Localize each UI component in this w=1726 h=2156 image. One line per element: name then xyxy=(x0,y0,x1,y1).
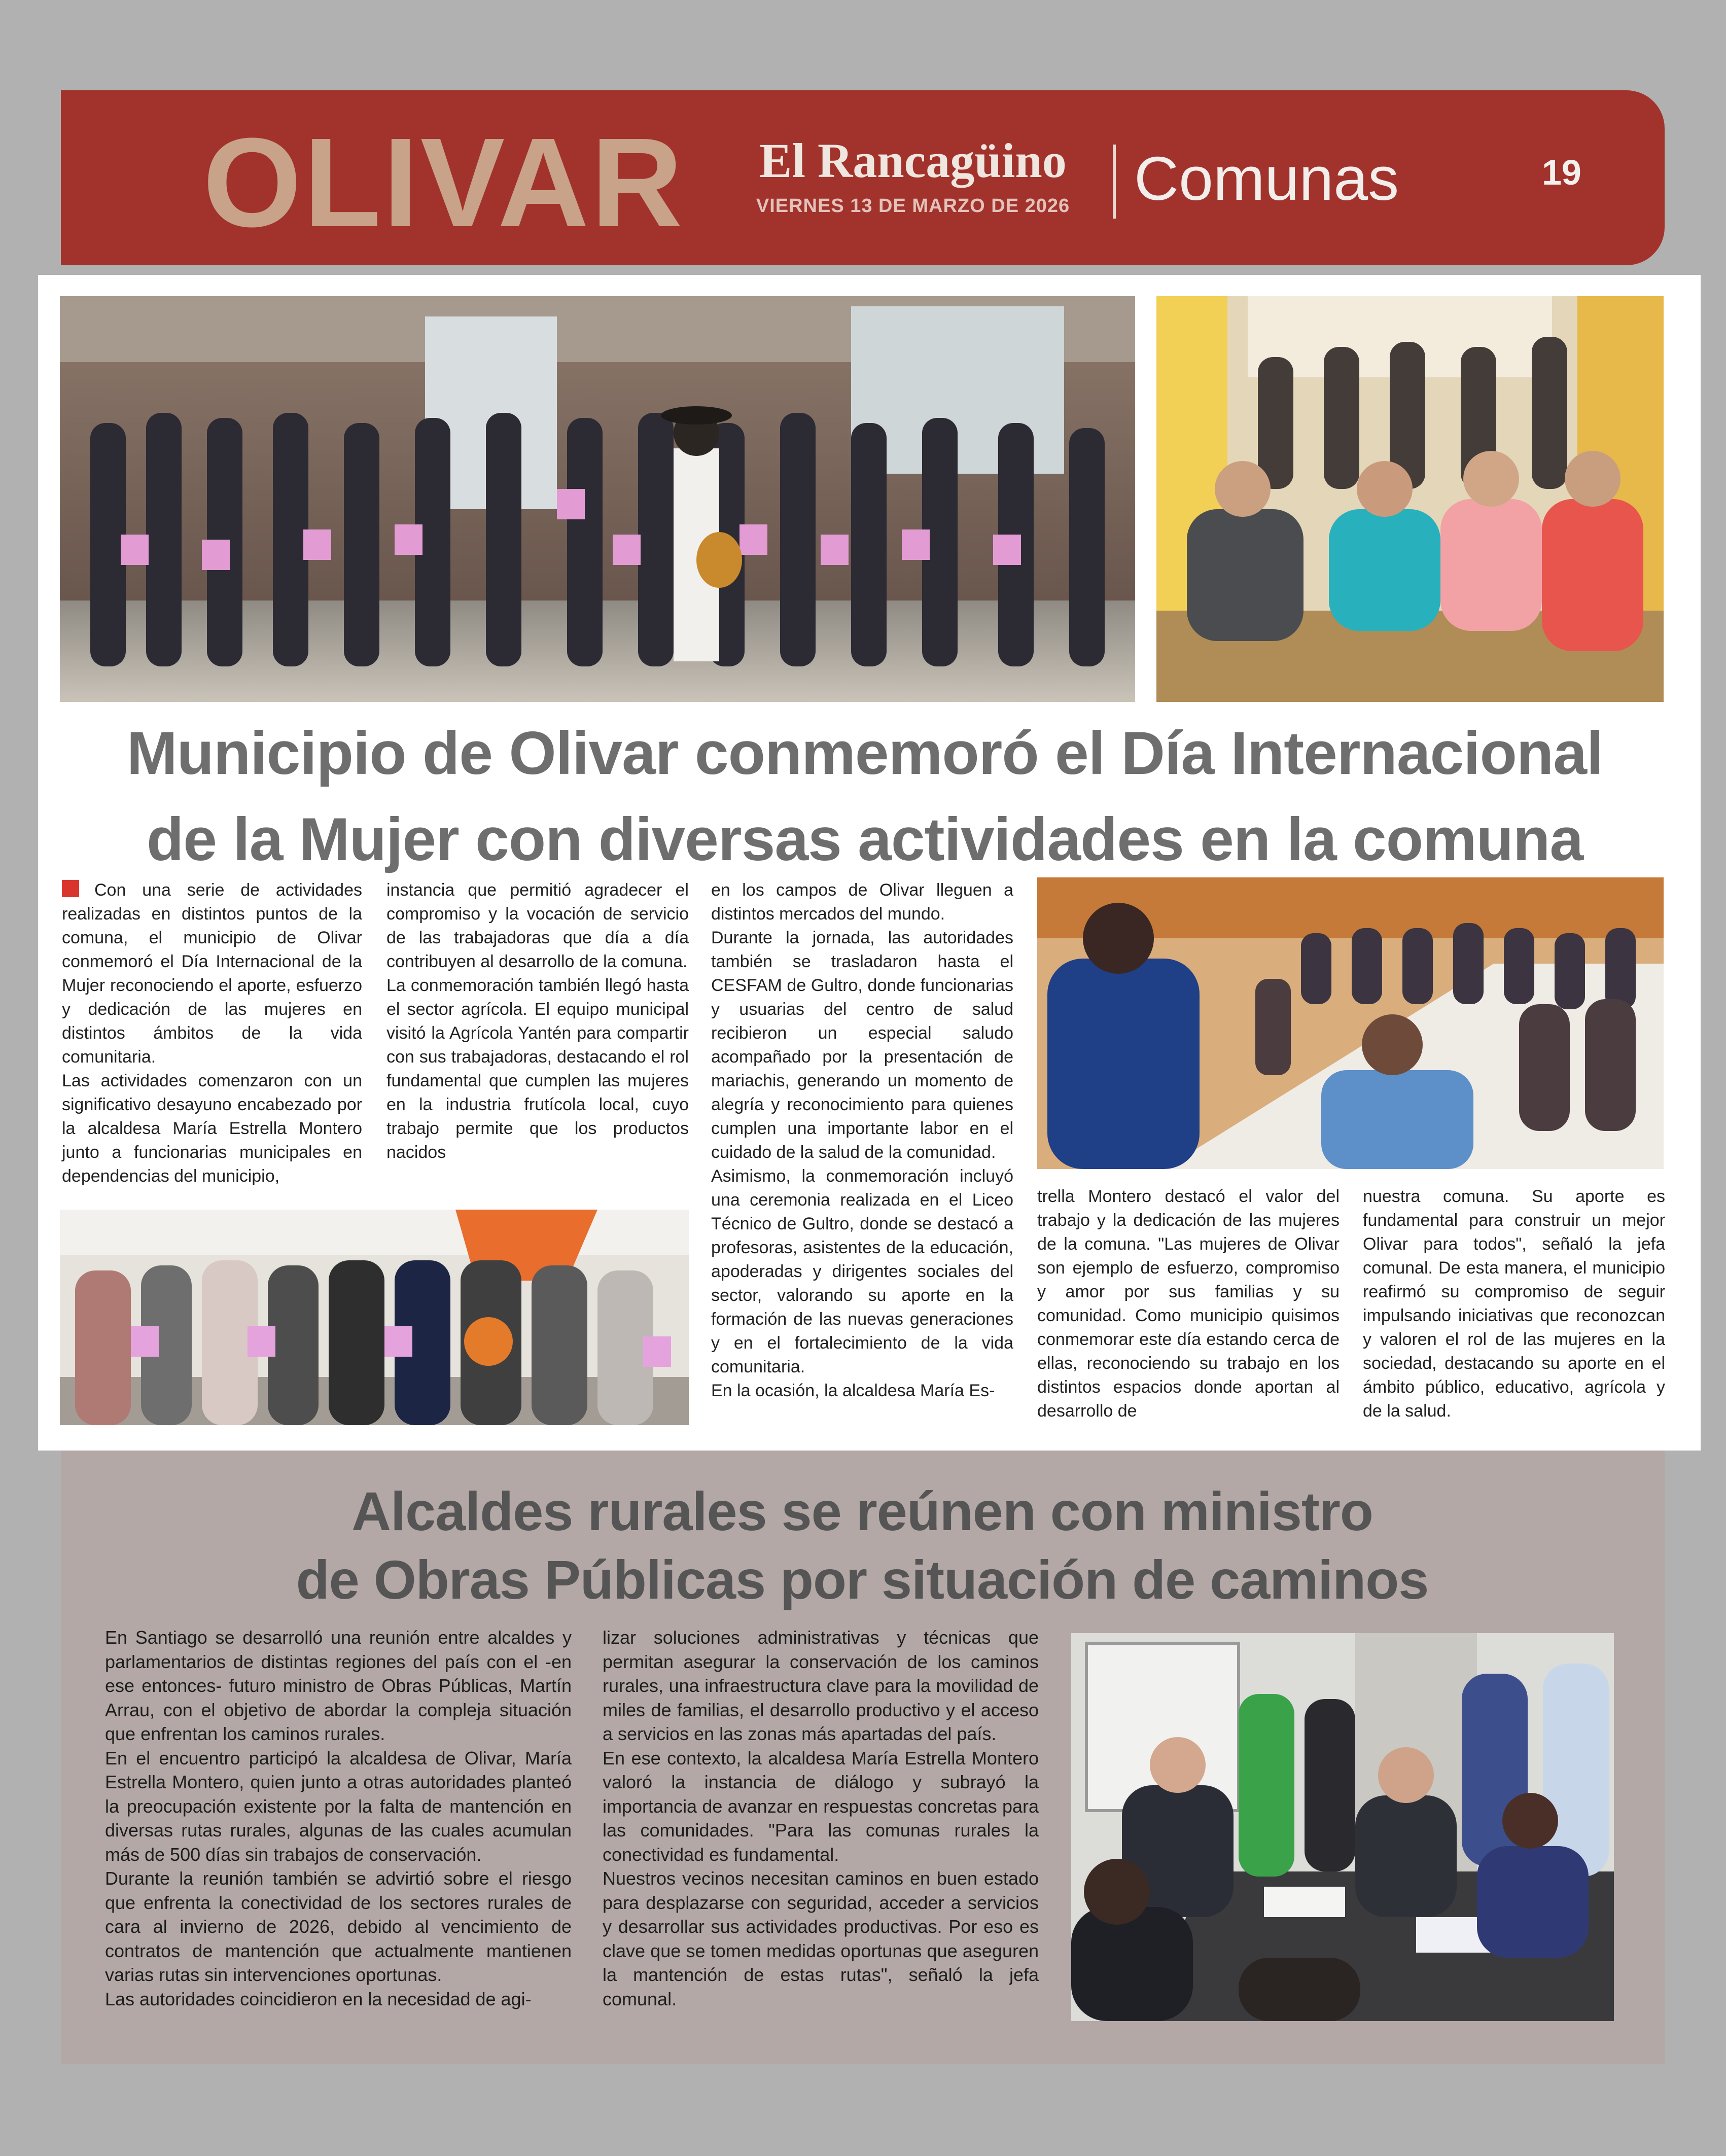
paragraph: Las autoridades coincidieron en la necesidad de agi- xyxy=(105,1988,532,2009)
article-1-column-3 xyxy=(711,878,1013,1403)
article-2-headline-line-1: Alcaldes rurales se reúnen con ministro xyxy=(351,1480,1373,1542)
section-label: Comunas xyxy=(1134,144,1399,213)
paragraph: Las actividades comenzaron con un significativo desayuno encabezado por la alcaldesa María Estrella Montero junto a funcionarias municipales en dependencias del municipio, xyxy=(62,1071,362,1186)
red-square-bullet-icon xyxy=(62,880,79,897)
photo-group-women xyxy=(60,296,1135,702)
article-1-column-4 xyxy=(1037,1185,1340,1423)
olivar-logo: OLIVAR xyxy=(203,112,685,253)
paragraph: Nuestros vecinos necesitan caminos en buen estado para desplazarse con seguridad, acceder a servicios y desarrollar sus actividades productivas. Por eso es clave que se tomen medidas oportunas que aseguren la mantención de estas rutas", señaló la jefa comunal. xyxy=(603,1868,1039,2009)
paragraph: Durante la jornada, las autoridades también se trasladaron hasta el CESFAM de Gultro, donde funcionarias y usuarias del centro de salud recibieron un especial saludo acompañado por la presentación de mariachis, generando un momento de alegría y reconocimiento para quienes cumplen una importante labor en el cuidado de la salud de la comunidad. xyxy=(711,928,1013,1162)
article-1-column-1 xyxy=(62,878,362,1188)
photo-agricultural-workers xyxy=(60,1210,689,1425)
issue-date: VIERNES 13 DE MARZO DE 2026 xyxy=(756,195,1070,217)
paragraph: nuestra comuna. Su aporte es fundamental para construir un mejor Olivar para todos", señaló la jefa comunal. De esta manera, el municipio reafirmó su compromiso de seguir impulsando iniciativas que reconozcan y valoren el rol de las mujeres en la sociedad, destacando su aporte en el ámbito público, educativo, agrícola y de la salud. xyxy=(1363,1187,1665,1421)
article-2-column-1 xyxy=(105,1625,572,2011)
article-2-headline-line-2: de Obras Públicas por situación de caminos xyxy=(296,1549,1429,1610)
article-1-column-2 xyxy=(386,878,689,1164)
article-1-column-5 xyxy=(1363,1185,1665,1423)
paragraph: en los campos de Olivar lleguen a distintos mercados del mundo. xyxy=(711,880,1013,924)
paragraph: Durante la reunión también se advirtió sobre el riesgo que enfrenta la conectividad de los sectores rurales de cara al invierno de 2026, debido al vencimiento de contratos de mantención que actualmente mantienen varias rutas sin intervenciones oportunas. xyxy=(105,1868,572,1985)
paragraph: Asimismo, la conmemoración incluyó una ceremonia realizada en el Liceo Técnico de Gultro, donde se destacó a profesoras, asistentes de la educación, apoderadas y dirigentes sociales del sector, valorando su aporte en la formación de las nuevas generaciones y en el fortalecimiento de la vida comunitaria. xyxy=(711,1167,1013,1376)
article-2-headline xyxy=(76,1477,1648,1614)
article-2-column-2 xyxy=(603,1625,1039,2011)
paragraph: Con una serie de actividades realizadas en distintos puntos de la comuna, el municipio de Olivar conmemoró el Día Internacional de la Mujer reconociendo el aporte, esfuerzo y dedicación de las mujeres en distintos ámbitos de la vida comunitaria. xyxy=(62,880,362,1067)
header-divider xyxy=(1113,145,1116,219)
article-1-headline-line-2: de la Mujer con diversas actividades en la comuna xyxy=(146,805,1583,873)
photo-ministry-meeting xyxy=(1071,1633,1614,2021)
photo-breakfast xyxy=(1037,877,1664,1169)
article-1-headline xyxy=(89,710,1641,882)
paragraph: En la ocasión, la alcaldesa María Es- xyxy=(711,1381,995,1400)
page-number: 19 xyxy=(1542,153,1581,192)
paragraph: En ese contexto, la alcaldesa María Estrella Montero valoró la instancia de diálogo y subrayó la importancia de avanzar en respuestas concretas para las comunidades. "Para las comunas rurales la conectividad es fundamental. xyxy=(603,1747,1039,1865)
newspaper-name: El Rancagüino xyxy=(759,133,1067,188)
paragraph: La conmemoración también llegó hasta el sector agrícola. El equipo municipal visitó la Agrícola Yantén para compartir con sus trabajadoras, destacando el rol fundamental que cumplen las mujeres en la industria frutícola local, cuyo trabajo permite que los productos nacidos xyxy=(386,976,689,1162)
paragraph: En Santiago se desarrolló una reunión entre alcaldes y parlamentarios de distintas regiones del país con el -en ese entonces- futuro ministro de Obras Públicas, Martín Arrau, con el objetivo de abordar la compleja situación que enfrentan los caminos rurales. xyxy=(105,1627,572,1744)
article-1-headline-line-1: Municipio de Olivar conmemoró el Día Internacional xyxy=(126,719,1603,787)
photo-health-center xyxy=(1156,296,1664,702)
paragraph: lizar soluciones administrativas y técnicas que permitan asegurar la conservación de los caminos rurales, una infraestructura clave para la movilidad de miles de familias, el desarrollo productivo y el acceso a servicios en las zonas más apartadas del país. xyxy=(603,1627,1039,1744)
paragraph: En el encuentro participó la alcaldesa de Olivar, María Estrella Montero, quien junto a otras autoridades planteó la preocupación existente por la falta de mantención en diversas rutas rurales, algunas de las cuales acumulan más de 500 días sin trabajos de conservación. xyxy=(105,1747,572,1865)
paragraph: trella Montero destacó el valor del trabajo y la dedicación de las mujeres de la comuna. "Las mujeres de Olivar son ejemplo de esfuerzo, compromiso y amor por sus familias y su comunidad. Como municipio quisimos conmemorar este día estando cerca de ellas, reconociendo su trabajo en los distintos espacios donde aportan al desarrollo de xyxy=(1037,1187,1340,1421)
paragraph: instancia que permitió agradecer el compromiso y la vocación de servicio de las trabajadoras que día a día contribuyen al desarrollo de la comuna. xyxy=(386,880,689,971)
